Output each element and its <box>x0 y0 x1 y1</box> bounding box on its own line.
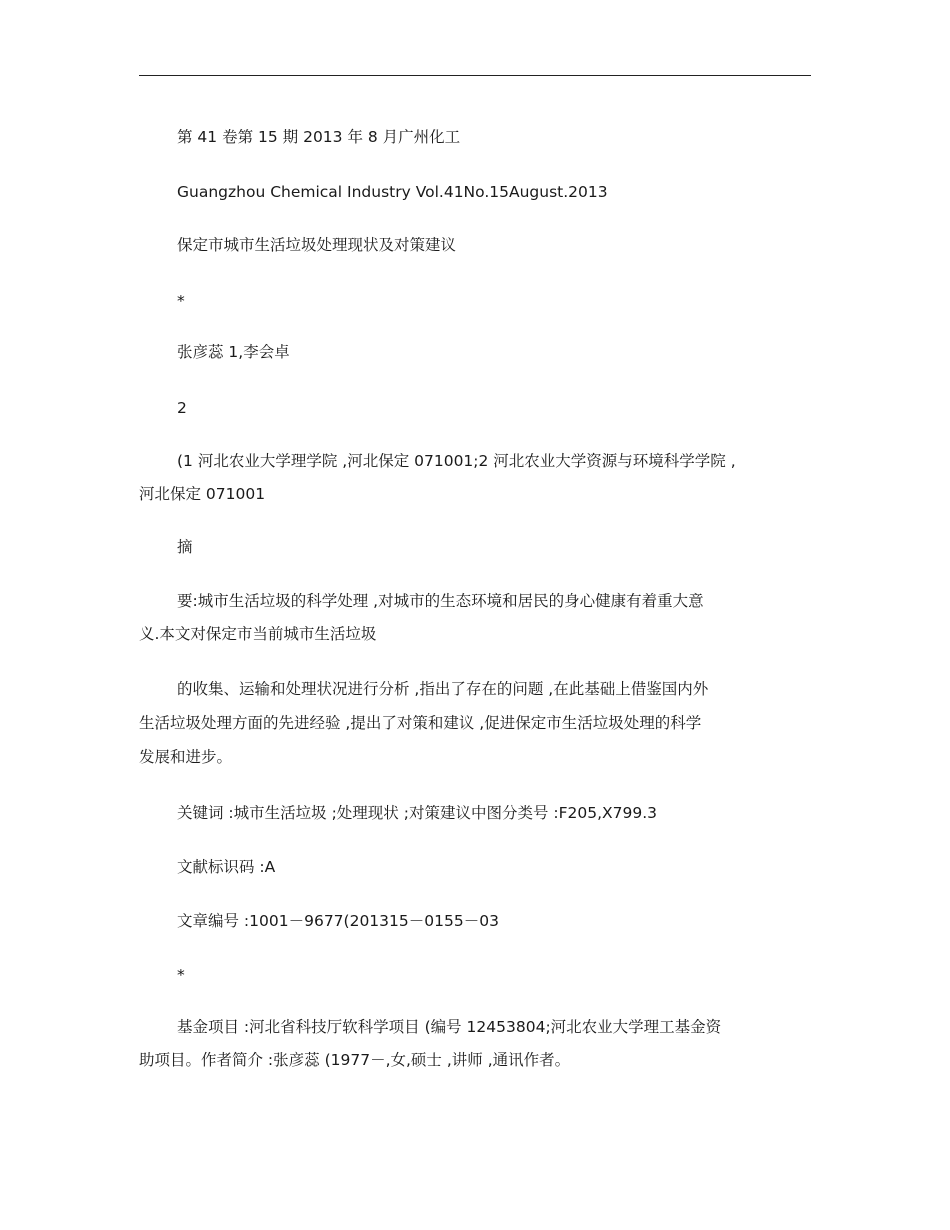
abstract-p2-line-2: 生活垃圾处理方面的先进经验 ,提出了对策和建议 ,促进保定市生活垃圾处理的科学 <box>139 714 702 732</box>
fund-footnote-mark: * <box>177 966 185 984</box>
journal-header-en: Guangzhou Chemical Industry Vol.41No.15August.2013 <box>177 183 608 201</box>
abstract-p1-line-1: 要:城市生活垃圾的科学处理 ,对城市的生态环境和居民的身心健康有着重大意 <box>177 592 704 610</box>
document-code: 文献标识码 :A <box>177 858 276 876</box>
article-number: 文章编号 :1001－9677(201315－0155－03 <box>177 912 499 930</box>
journal-header-cn: 第 41 卷第 15 期 2013 年 8 月广州化工 <box>177 128 461 146</box>
fund-line-2: 助项目。作者简介 :张彦蕊 (1977－,女,硕士 ,讲师 ,通讯作者。 <box>139 1051 571 1069</box>
author-superscript: 2 <box>177 399 187 417</box>
keywords: 关键词 :城市生活垃圾 ;处理现状 ;对策建议中图分类号 :F205,X799.3 <box>177 804 658 822</box>
affiliation-line-1: (1 河北农业大学理学院 ,河北保定 071001;2 河北农业大学资源与环境科学学院 , <box>177 452 736 470</box>
abstract-label: 摘 <box>177 538 193 556</box>
article-title: 保定市城市生活垃圾处理现状及对策建议 <box>177 236 457 254</box>
fund-line-1: 基金项目 :河北省科技厅软科学项目 (编号 12453804;河北农业大学理工基金资 <box>177 1018 722 1036</box>
abstract-p1-line-2: 义.本文对保定市当前城市生活垃圾 <box>139 625 377 643</box>
title-footnote-mark: * <box>177 292 185 310</box>
abstract-p2-line-3: 发展和进步。 <box>139 748 233 766</box>
abstract-p2-line-1: 的收集、运输和处理状况进行分析 ,指出了存在的问题 ,在此基础上借鉴国内外 <box>177 680 709 698</box>
affiliation-line-2: 河北保定 071001 <box>139 485 266 503</box>
authors: 张彦蕊 1,李会卓 <box>177 343 290 361</box>
header-rule <box>139 75 811 76</box>
